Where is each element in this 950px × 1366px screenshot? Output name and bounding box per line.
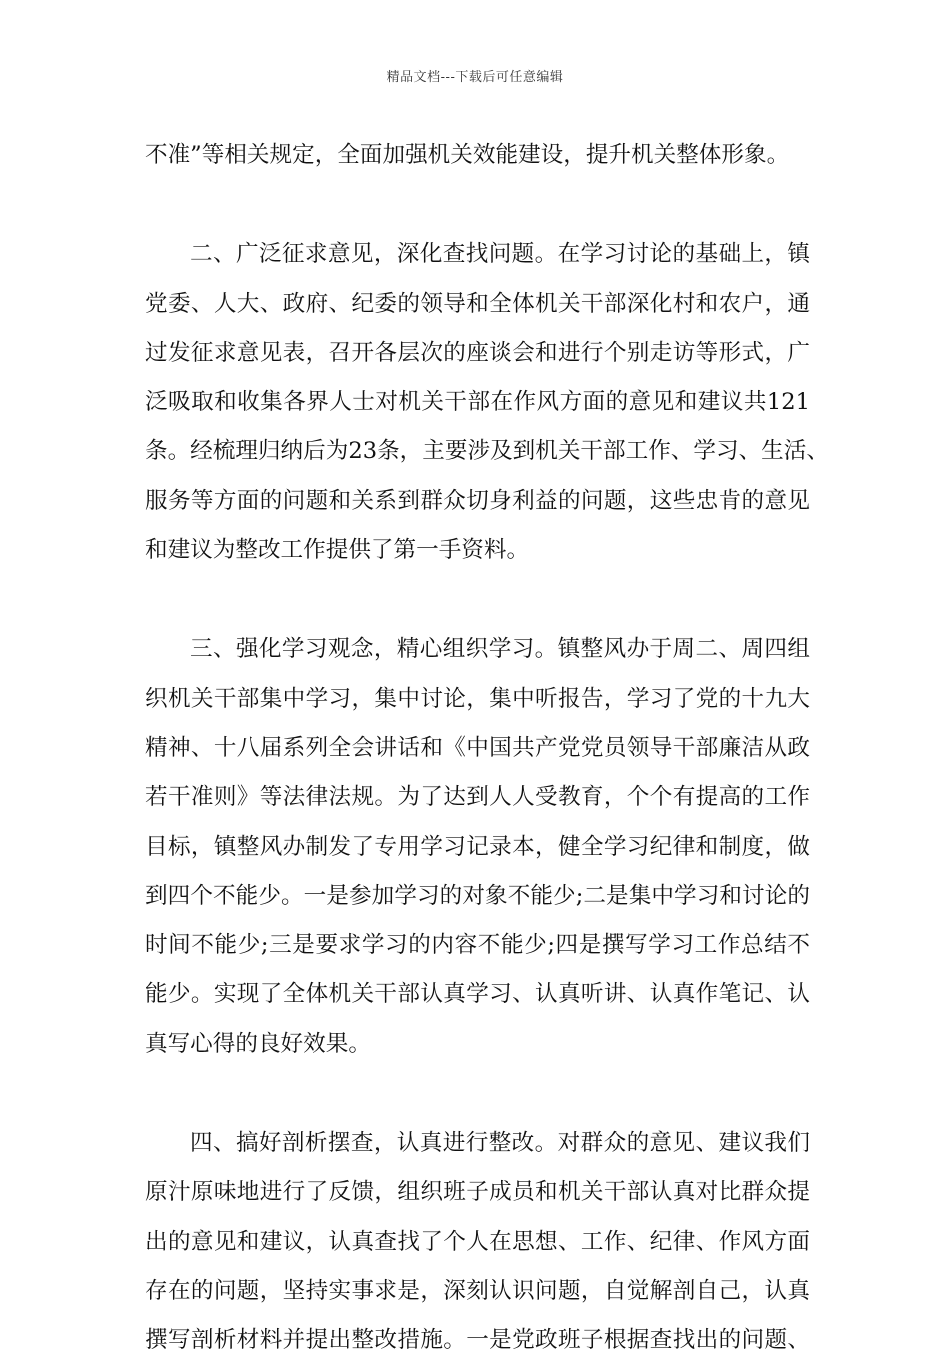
text-line: 若干准则》等法律法规。为了达到人人受教育，个个有提高的工作 <box>145 784 810 811</box>
paragraph-gap <box>145 575 810 625</box>
text-line: 到四个不能少。一是参加学习的对象不能少;二是集中学习和讨论的 <box>145 882 810 909</box>
paragraph-gap <box>145 1069 810 1119</box>
paragraph-section-four <box>145 1119 810 1365</box>
text-line: 四、搞好剖析摆查，认真进行整改。对群众的意见、建议我们 <box>190 1130 810 1157</box>
text-line: 原汁原味地进行了反馈，组织班子成员和机关干部认真对比群众提 <box>145 1179 810 1206</box>
document-body <box>145 131 829 1366</box>
text-line: 存在的问题，坚持实事求是，深刻认识问题，自觉解剖自己，认真 <box>145 1277 810 1304</box>
text-line: 真写心得的良好效果。 <box>145 1030 371 1057</box>
paragraph-gap <box>145 180 810 230</box>
text-line: 服务等方面的问题和关系到群众切身利益的问题，这些忠肯的意见 <box>145 487 810 514</box>
text-line: 能少。实现了全体机关干部认真学习、认真听讲、认真作笔记、认 <box>145 981 810 1008</box>
text-line: 不准”等相关规定，全面加强机关效能建设，提升机关整体形象。 <box>145 142 790 168</box>
paragraph-continuation <box>145 131 810 180</box>
text-line: 泛吸取和收集各界人士对机关干部在作风方面的意见和建议共121 <box>145 389 810 416</box>
text-line: 过发征求意见表，召开各层次的座谈会和进行个别走访等形式，广 <box>145 339 810 366</box>
text-line: 出的意见和建议，认真查找了个人在思想、工作、纪律、作风方面 <box>145 1228 810 1255</box>
text-line: 条。经梳理归纳后为23条，主要涉及到机关干部工作、学习、生活、 <box>145 438 829 465</box>
text-line: 精神、十八届系列全会讲话和《中国共产党党员领导干部廉洁从政 <box>145 734 810 761</box>
text-line: 三、强化学习观念，精心组织学习。镇整风办于周二、周四组 <box>190 636 810 663</box>
paragraph-section-two <box>145 230 829 575</box>
text-line: 时间不能少;三是要求学习的内容不能少;四是撰写学习工作总结不 <box>145 932 810 959</box>
text-line: 二、广泛征求意见，深化查找问题。在学习讨论的基础上，镇 <box>190 241 810 268</box>
paragraph-section-three <box>145 625 810 1069</box>
page-header: 精品文档---下载后可任意编辑 <box>386 70 564 85</box>
text-line: 撰写剖析材料并提出整改措施。一是党政班子根据查找出的问题、 <box>145 1327 810 1354</box>
text-line: 党委、人大、政府、纪委的领导和全体机关干部深化村和农户，通 <box>145 290 810 317</box>
text-line: 目标，镇整风办制发了专用学习记录本，健全学习纪律和制度，做 <box>145 833 810 860</box>
text-line: 和建议为整改工作提供了第一手资料。 <box>145 537 530 564</box>
text-line: 织机关干部集中学习，集中讨论，集中听报告，学习了党的十九大 <box>145 685 810 712</box>
